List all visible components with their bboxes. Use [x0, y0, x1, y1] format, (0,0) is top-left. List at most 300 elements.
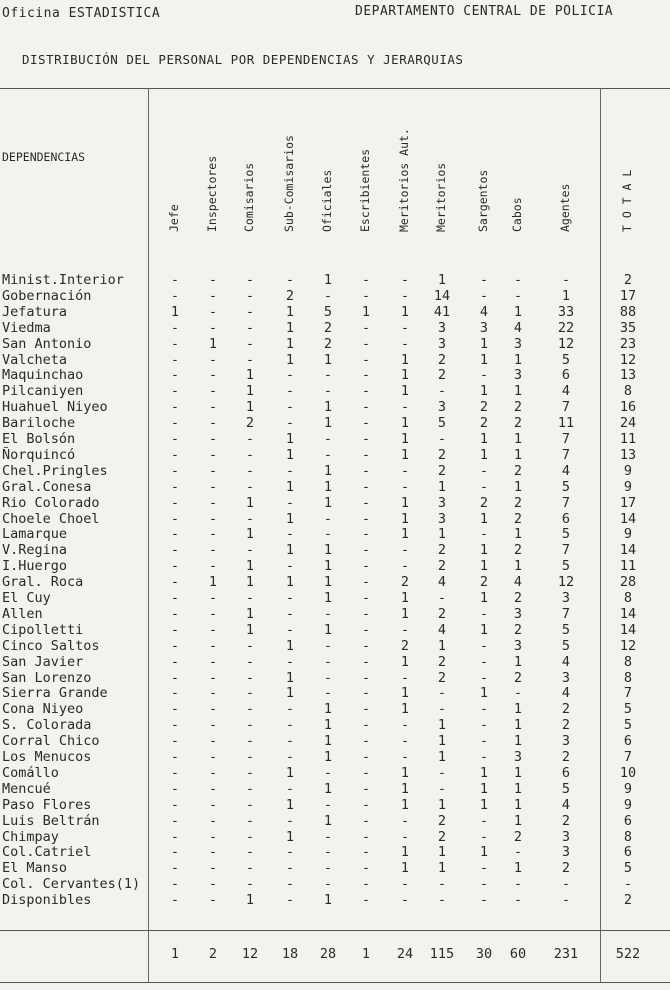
dependencia-name: Los Menucos — [2, 749, 92, 765]
table-cell: - — [479, 892, 489, 909]
table-cell: 41 — [433, 303, 451, 320]
table-cell: 24 — [619, 415, 637, 432]
table-cell: 1 — [323, 351, 333, 368]
table-cell: - — [208, 780, 218, 797]
table-cell: - — [513, 685, 523, 702]
table-cell: 1 — [323, 494, 333, 511]
table-cell: 1 — [513, 383, 523, 400]
table-cell: - — [400, 319, 410, 336]
table-cell: - — [285, 749, 295, 765]
total-cell: 60 — [509, 946, 527, 962]
table-cell: 1 — [479, 431, 489, 447]
department-label: DEPARTAMENTO CENTRAL DE POLICIA — [355, 4, 614, 19]
table-cell: 4 — [561, 685, 571, 702]
table-cell: - — [170, 542, 180, 559]
table-cell: - — [623, 876, 633, 893]
table-cell: 1 — [285, 510, 295, 527]
table-cell: - — [361, 478, 371, 495]
table-cell: 1 — [513, 780, 523, 797]
table-cell: 1 — [400, 415, 410, 432]
table-cell: 1 — [245, 605, 255, 622]
table-cell: - — [285, 399, 295, 416]
table-cell: - — [479, 462, 489, 479]
table-cell: 2 — [513, 590, 523, 606]
table-cell: 1 — [208, 335, 218, 352]
table-cell: - — [170, 383, 180, 400]
table-cell: - — [170, 844, 180, 861]
table-cell: 1 — [245, 494, 255, 511]
table-cell: - — [513, 844, 523, 861]
table-cell: 1 — [323, 621, 333, 638]
table-cell: - — [245, 287, 255, 304]
table-cell: - — [437, 383, 447, 400]
table-cell: 2 — [437, 653, 447, 670]
table-cell: 3 — [513, 637, 523, 654]
table-cell: 2 — [513, 462, 523, 479]
table-cell: - — [245, 510, 255, 527]
table-cell: 2 — [479, 494, 489, 511]
table-cell: - — [170, 415, 180, 432]
table-cell: 5 — [623, 860, 633, 877]
table-row — [0, 383, 670, 399]
table-cell: 3 — [437, 399, 447, 416]
table-cell: 1 — [479, 844, 489, 861]
table-cell: - — [170, 605, 180, 622]
table-row — [0, 670, 670, 686]
table-cell: 6 — [561, 367, 571, 384]
table-cell: - — [361, 828, 371, 845]
table-cell: - — [245, 462, 255, 479]
table-cell: - — [479, 717, 489, 734]
table-cell: - — [285, 717, 295, 734]
table-cell: - — [479, 605, 489, 622]
table-cell: 1 — [513, 351, 523, 368]
table-cell: 1 — [323, 892, 333, 909]
table-cell: - — [479, 637, 489, 654]
table-row — [0, 701, 670, 717]
table-cell: - — [245, 749, 255, 765]
table-cell: - — [170, 462, 180, 479]
table-cell: 2 — [513, 510, 523, 527]
table-cell: - — [323, 637, 333, 654]
dependencia-name: S. Colorada — [2, 717, 92, 734]
table-cell: 1 — [437, 860, 447, 877]
table-cell: - — [208, 462, 218, 479]
table-cell: 3 — [437, 319, 447, 336]
table-cell: 13 — [619, 446, 637, 463]
column-header: Cabos — [510, 197, 524, 232]
table-cell: 5 — [561, 637, 571, 654]
table-cell: 1 — [323, 733, 333, 750]
table-cell: - — [208, 749, 218, 765]
table-cell: 7 — [561, 494, 571, 511]
table-cell: 3 — [479, 319, 489, 336]
table-cell: - — [361, 780, 371, 797]
table-cell: - — [170, 558, 180, 575]
table-cell: - — [245, 590, 255, 606]
table-cell: - — [323, 764, 333, 781]
table-cell: 3 — [437, 335, 447, 352]
table-cell: 1 — [323, 542, 333, 559]
table-cell: 1 — [437, 526, 447, 543]
table-cell: 1 — [400, 764, 410, 781]
table-cell: 1 — [323, 701, 333, 718]
table-cell: - — [323, 876, 333, 893]
table-cell: 1 — [479, 510, 489, 527]
table-cell: - — [479, 749, 489, 765]
table-cell: - — [170, 796, 180, 813]
table-cell: 2 — [623, 272, 633, 288]
table-cell: - — [170, 335, 180, 352]
table-cell: 1 — [437, 717, 447, 734]
table-cell: - — [170, 510, 180, 527]
table-cell: - — [479, 367, 489, 384]
total-cell: 18 — [281, 946, 299, 962]
table-cell: 17 — [619, 494, 637, 511]
table-row — [0, 463, 670, 479]
total-cell: 2 — [208, 946, 218, 962]
table-cell: 1 — [323, 590, 333, 606]
table-cell: - — [361, 621, 371, 638]
total-cell: 522 — [615, 946, 641, 962]
table-row — [0, 876, 670, 892]
table-cell: - — [245, 446, 255, 463]
table-cell: - — [400, 669, 410, 686]
table-cell: 2 — [513, 494, 523, 511]
table-cell: 10 — [619, 764, 637, 781]
table-cell: 5 — [323, 303, 333, 320]
table-cell: - — [208, 590, 218, 606]
table-cell: 1 — [513, 431, 523, 447]
table-row — [0, 685, 670, 701]
table-cell: 2 — [479, 399, 489, 416]
table-cell: 1 — [513, 796, 523, 813]
table-cell: 1 — [400, 431, 410, 447]
table-cell: - — [479, 478, 489, 495]
table-cell: 1 — [285, 796, 295, 813]
table-cell: - — [170, 812, 180, 829]
table-cell: 14 — [619, 621, 637, 638]
table-cell: - — [170, 653, 180, 670]
table-cell: - — [245, 876, 255, 893]
table-cell: 2 — [285, 287, 295, 304]
table-cell: 2 — [561, 717, 571, 734]
table-cell: - — [208, 637, 218, 654]
table-cell: - — [208, 494, 218, 511]
table-cell: 12 — [619, 637, 637, 654]
table-cell: 3 — [561, 733, 571, 750]
table-cell: 1 — [285, 574, 295, 591]
table-cell: 1 — [245, 367, 255, 384]
table-cell: - — [170, 590, 180, 606]
table-cell: - — [208, 733, 218, 750]
total-cell: 24 — [396, 946, 414, 962]
dependencia-name: Maquinchao — [2, 367, 84, 384]
table-cell: 2 — [323, 319, 333, 336]
table-cell: - — [561, 272, 571, 288]
table-cell: - — [361, 335, 371, 352]
table-cell: - — [323, 653, 333, 670]
table-cell: 1 — [323, 478, 333, 495]
table-cell: - — [170, 637, 180, 654]
table-cell: - — [285, 383, 295, 400]
dependencia-name: I.Huergo — [2, 558, 68, 575]
table-cell: 2 — [479, 574, 489, 591]
table-cell: - — [208, 303, 218, 320]
table-cell: - — [285, 733, 295, 750]
table-cell: 1 — [437, 637, 447, 654]
table-cell: 9 — [623, 526, 633, 543]
table-row — [0, 765, 670, 781]
column-header: Comisarios — [242, 162, 256, 232]
table-cell: - — [208, 367, 218, 384]
dependencia-name: Paso Flores — [2, 796, 92, 813]
table-cell: - — [285, 272, 295, 288]
table-cell: - — [285, 876, 295, 893]
dependencia-name: Minist.Interior — [2, 272, 124, 288]
table-cell: - — [323, 796, 333, 813]
table-cell: - — [437, 431, 447, 447]
table-cell: - — [479, 701, 489, 718]
table-cell: 4 — [561, 383, 571, 400]
table-cell: 2 — [561, 812, 571, 829]
table-cell: - — [170, 526, 180, 543]
table-cell: 1 — [437, 478, 447, 495]
table-cell: - — [245, 717, 255, 734]
dependencia-name: San Lorenzo — [2, 669, 92, 686]
table-cell: 1 — [400, 351, 410, 368]
table-cell: 1 — [479, 590, 489, 606]
table-cell: 1 — [400, 860, 410, 877]
table-cell: - — [479, 653, 489, 670]
table-row — [0, 352, 670, 368]
table-cell: - — [170, 399, 180, 416]
table-cell: 1 — [513, 526, 523, 543]
table-cell: - — [513, 876, 523, 893]
table-cell: 1 — [479, 383, 489, 400]
table-cell: - — [400, 876, 410, 893]
dependencia-name: Col. Cervantes(1) — [2, 876, 141, 893]
table-cell: 1 — [400, 685, 410, 702]
dependencia-name: Gral.Conesa — [2, 478, 92, 495]
table-cell: 1 — [513, 303, 523, 320]
table-row — [0, 511, 670, 527]
table-cell: 3 — [561, 828, 571, 845]
table-cell: 3 — [561, 844, 571, 861]
table-row — [0, 717, 670, 733]
table-cell: - — [245, 701, 255, 718]
total-cell: 231 — [553, 946, 579, 962]
dependencia-name: V.Regina — [2, 542, 68, 559]
table-cell: 8 — [623, 383, 633, 400]
table-cell: 2 — [513, 542, 523, 559]
table-cell: - — [285, 367, 295, 384]
dependencia-name: Comállo — [2, 764, 59, 781]
column-header: Meritorios Aut. — [397, 128, 411, 232]
table-cell: - — [361, 590, 371, 606]
table-cell: 2 — [437, 542, 447, 559]
table-cell: 1 — [400, 510, 410, 527]
total-cell: 28 — [319, 946, 337, 962]
table-cell: 1 — [513, 446, 523, 463]
table-cell: - — [323, 367, 333, 384]
table-cell: 1 — [285, 669, 295, 686]
table-cell: 5 — [561, 351, 571, 368]
table-cell: - — [208, 478, 218, 495]
table-row — [0, 892, 670, 908]
table-row — [0, 542, 670, 558]
table-cell: - — [400, 558, 410, 575]
table-cell: 1 — [437, 733, 447, 750]
table-cell: 1 — [479, 558, 489, 575]
dependencia-name: Disponibles — [2, 892, 92, 909]
table-cell: - — [245, 669, 255, 686]
table-cell: - — [361, 526, 371, 543]
dependencia-name: San Javier — [2, 653, 84, 670]
table-cell: - — [361, 431, 371, 447]
table-cell: - — [400, 542, 410, 559]
table-cell: 1 — [437, 844, 447, 861]
dependencia-name: Mencué — [2, 780, 51, 797]
dependencia-name: El Bolsón — [2, 431, 76, 447]
table-row — [0, 320, 670, 336]
table-row — [0, 606, 670, 622]
document-title: DISTRIBUCIÓN DEL PERSONAL POR DEPENDENCIAS Y JERARQUIAS — [22, 52, 464, 67]
table-cell: - — [323, 287, 333, 304]
table-cell: - — [245, 828, 255, 845]
column-header: Sub-Comisarios — [282, 135, 296, 232]
table-cell: 1 — [170, 303, 180, 320]
table-cell: 1 — [323, 415, 333, 432]
table-cell: - — [323, 828, 333, 845]
table-cell: 14 — [433, 287, 451, 304]
table-cell: 2 — [513, 828, 523, 845]
table-cell: - — [285, 621, 295, 638]
table-cell: - — [361, 653, 371, 670]
table-cell: 1 — [513, 653, 523, 670]
table-cell: - — [479, 828, 489, 845]
table-row — [0, 479, 670, 495]
table-cell: 1 — [437, 749, 447, 765]
table-cell: - — [285, 415, 295, 432]
table-cell: - — [361, 558, 371, 575]
table-cell: 2 — [437, 812, 447, 829]
table-cell: - — [208, 287, 218, 304]
table-cell: 5 — [561, 558, 571, 575]
column-header: Sargentos — [476, 169, 490, 232]
table-cell: 2 — [245, 415, 255, 432]
table-cell: 3 — [437, 510, 447, 527]
table-cell: 9 — [623, 462, 633, 479]
table-cell: - — [361, 574, 371, 591]
table-cell: - — [479, 272, 489, 288]
table-cell: - — [170, 685, 180, 702]
table-cell: - — [245, 431, 255, 447]
dependencia-name: Gobernación — [2, 287, 92, 304]
column-header: Jefe — [167, 204, 181, 232]
table-cell: 1 — [479, 780, 489, 797]
dependencia-name: Luis Beltrán — [2, 812, 100, 829]
table-cell: 2 — [437, 558, 447, 575]
column-header: Escribientes — [358, 148, 372, 232]
table-cell: 4 — [479, 303, 489, 320]
table-cell: - — [170, 892, 180, 909]
table-cell: - — [285, 494, 295, 511]
table-cell: - — [245, 319, 255, 336]
table-cell: - — [208, 446, 218, 463]
table-cell: 1 — [479, 351, 489, 368]
table-cell: 1 — [245, 892, 255, 909]
table-cell: - — [170, 446, 180, 463]
table-cell: - — [245, 637, 255, 654]
table-cell: - — [361, 764, 371, 781]
table-cell: - — [437, 764, 447, 781]
table-cell: 9 — [623, 478, 633, 495]
table-cell: - — [400, 812, 410, 829]
table-cell: - — [170, 749, 180, 765]
table-cell: - — [323, 860, 333, 877]
table-cell: 5 — [437, 415, 447, 432]
table-cell: - — [208, 669, 218, 686]
table-cell: 1 — [245, 383, 255, 400]
table-cell: - — [285, 605, 295, 622]
dependencia-name: Cipolletti — [2, 621, 84, 638]
table-bottom-rule — [0, 982, 670, 983]
dependencia-name: Cinco Saltos — [2, 637, 100, 654]
table-cell: 7 — [623, 749, 633, 765]
table-cell: - — [361, 733, 371, 750]
table-cell: - — [245, 351, 255, 368]
table-cell: 1 — [285, 319, 295, 336]
table-cell: - — [479, 287, 489, 304]
table-cell: 9 — [623, 796, 633, 813]
table-cell: 1 — [479, 764, 489, 781]
table-cell: 1 — [323, 812, 333, 829]
table-cell: 23 — [619, 335, 637, 352]
table-cell: 1 — [400, 446, 410, 463]
table-cell: - — [208, 701, 218, 718]
table-cell: - — [245, 335, 255, 352]
table-cell: - — [170, 733, 180, 750]
table-cell: 1 — [400, 780, 410, 797]
table-cell: 1 — [245, 574, 255, 591]
table-cell: - — [245, 812, 255, 829]
table-cell: - — [285, 590, 295, 606]
table-cell: 1 — [479, 796, 489, 813]
table-cell: - — [170, 860, 180, 877]
table-cell: - — [437, 780, 447, 797]
table-cell: 3 — [513, 335, 523, 352]
table-cell: - — [208, 415, 218, 432]
table-cell: 1 — [285, 828, 295, 845]
dependencia-name: Jefatura — [2, 303, 68, 320]
table-cell: 3 — [513, 367, 523, 384]
table-cell: - — [245, 733, 255, 750]
table-cell: 1 — [400, 303, 410, 320]
table-cell: - — [208, 383, 218, 400]
table-cell: - — [323, 526, 333, 543]
column-header: Inspectores — [205, 155, 219, 232]
table-cell: 17 — [619, 287, 637, 304]
table-cell: - — [245, 844, 255, 861]
table-row — [0, 526, 670, 542]
dependencia-name: Viedma — [2, 319, 51, 336]
table-cell: 1 — [513, 478, 523, 495]
table-row — [0, 574, 670, 590]
table-cell: - — [513, 272, 523, 288]
table-cell: - — [400, 399, 410, 416]
table-cell: - — [513, 287, 523, 304]
